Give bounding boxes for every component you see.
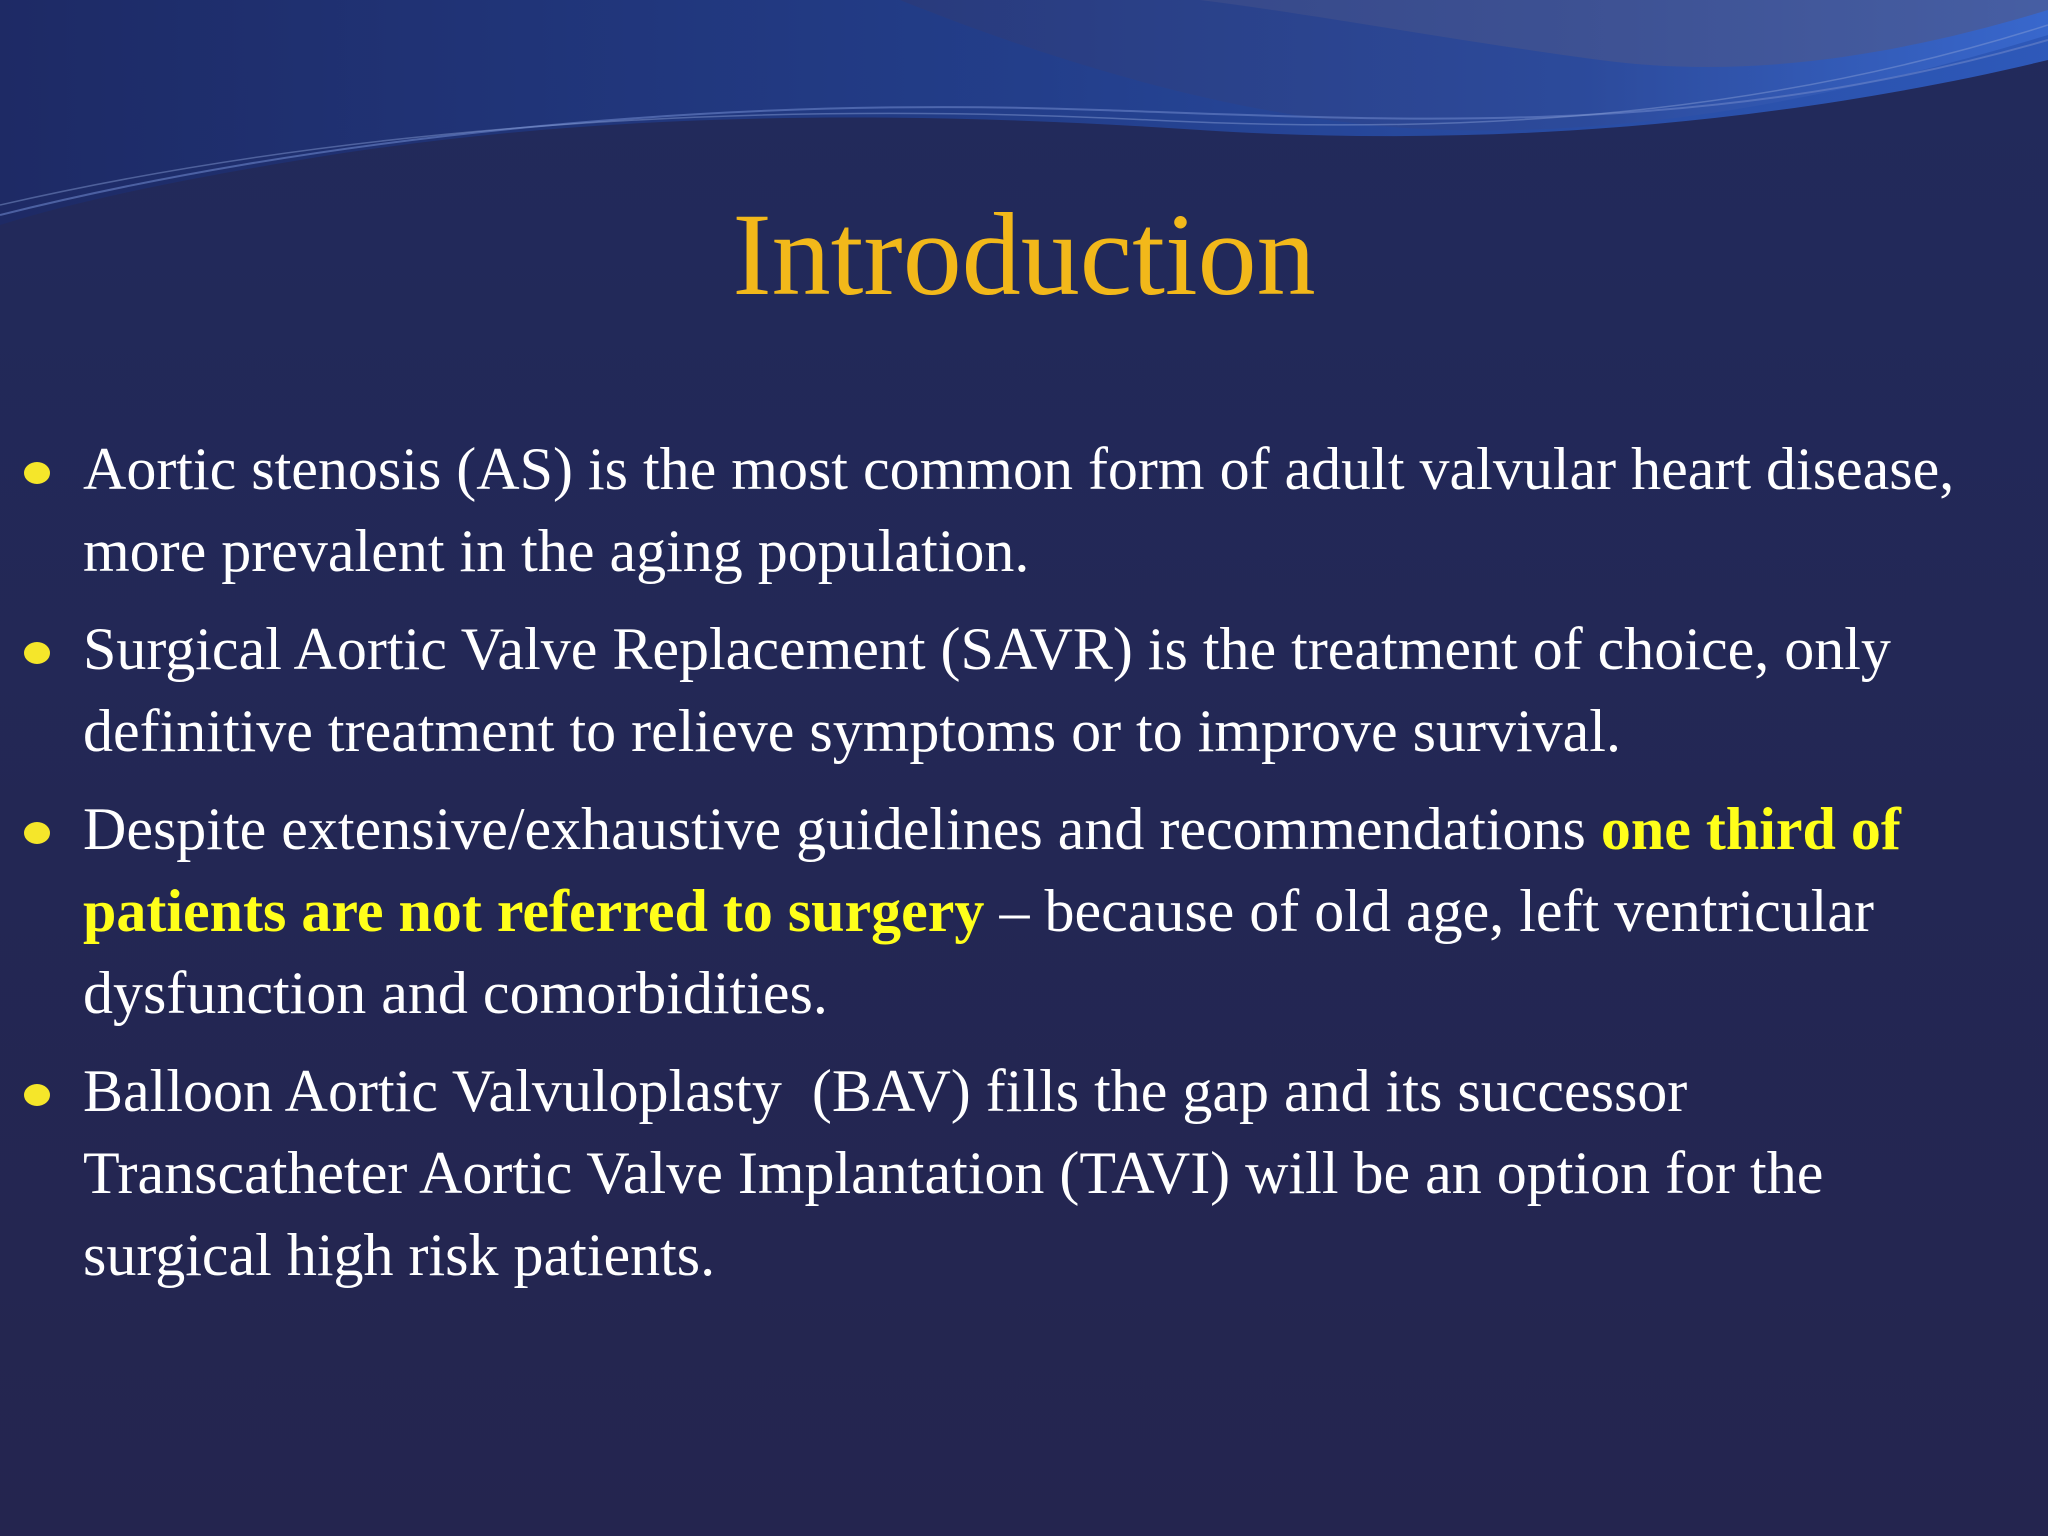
bullet-icon xyxy=(24,462,50,484)
bullet-icon xyxy=(24,822,50,844)
bullet-text: Aortic stenosis (AS) is the most common form of adult valvular heart disease, more prevalent in the aging population. xyxy=(83,436,1955,584)
bullet-text-before: Despite extensive/exhaustive guidelines and recommendations xyxy=(83,796,1601,862)
bullet-text: Surgical Aortic Valve Replacement (SAVR) is the treatment of choice, only definitive treatment to relieve symptoms or to improve survival. xyxy=(83,616,1891,764)
bullet-text: Balloon Aortic Valvuloplasty (BAV) fills the gap and its successor Transcatheter Aortic Valve Implantation (TAVI) will be an option for the surgical high risk patients. xyxy=(83,1058,1839,1288)
bullet-item xyxy=(0,428,2048,592)
bullet-item xyxy=(0,608,2048,772)
bullet-item xyxy=(0,1050,2048,1296)
bullet-list xyxy=(0,428,2048,1312)
bullet-text-after: – because of old age, left ventricular dysfunction and comorbidities. xyxy=(83,878,1875,1026)
bullet-highlight-text: one third of patients are not referred to surgery xyxy=(83,796,1901,944)
bullet-item xyxy=(0,788,2048,1034)
slide-title: Introduction xyxy=(732,189,1316,320)
bullet-icon xyxy=(24,642,50,664)
bullet-icon xyxy=(24,1084,50,1106)
